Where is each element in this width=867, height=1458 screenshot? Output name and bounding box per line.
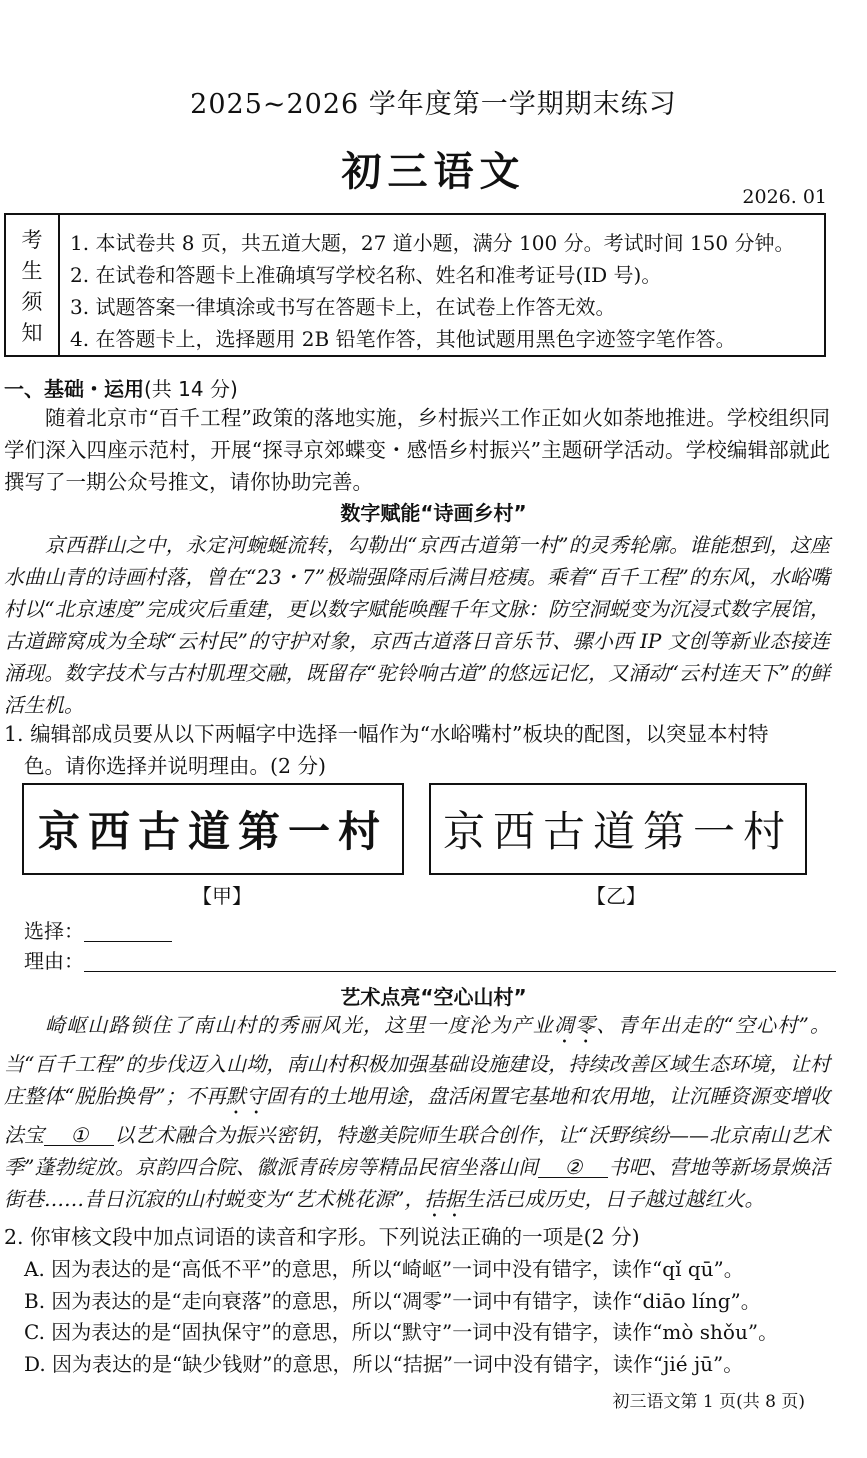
section-title: 一、基础・运用 bbox=[4, 377, 144, 401]
notice-label-char: 生 bbox=[21, 258, 43, 283]
reason-blank[interactable] bbox=[84, 951, 836, 972]
calligraphy-jia[interactable]: 京西古道第一村 bbox=[22, 783, 404, 875]
option-b[interactable]: B. 因为表达的是“走向衰落”的意思，所以“凋零”一词中有错字，读作“diāo líng”。 bbox=[24, 1288, 761, 1313]
reason-label: 理由： bbox=[24, 949, 84, 973]
choose-answer bbox=[24, 915, 172, 944]
option-a[interactable]: A. 因为表达的是“高低不平”的意思，所以“崎岖”一词中没有错字，读作“qǐ qū”。 bbox=[24, 1257, 744, 1281]
exam-notice-box bbox=[4, 213, 826, 357]
notice-items bbox=[60, 215, 824, 355]
article2-text: 崎岖山路锁住了南山村的秀丽风光，这里一度沦为产业 bbox=[45, 1013, 554, 1037]
exam-date: 2026. 01 bbox=[742, 186, 827, 208]
article2-text: 书吧、营地等新场景焕活街巷……昔日沉寂的山村蜕变为“艺术桃花源”， bbox=[4, 1155, 830, 1211]
question2-stem: 2. 你审核文段中加点词语的读音和字形。下列说法正确的一项是(2 分) bbox=[4, 1225, 640, 1249]
label-jia: 【甲】 bbox=[192, 884, 252, 908]
question1-stem-line2: 色。请你选择并说明理由。(2 分) bbox=[24, 754, 327, 778]
fill-blank-2[interactable]: ② bbox=[538, 1157, 608, 1178]
article2-text: 、青年出走的“空心村”。当“百千工程”的步伐迈入山坳，南山村积极加强基础设施建设，持续改善区域生态环境，让村庄整体“脱胎换骨”；不再 bbox=[4, 1013, 831, 1108]
label-yi: 【乙】 bbox=[586, 884, 646, 908]
subject-title: 初三语文 bbox=[341, 149, 526, 195]
dotted-word: 拮据 bbox=[424, 1187, 465, 1211]
reason-answer bbox=[24, 945, 836, 974]
dotted-word: 凋零 bbox=[553, 1013, 597, 1037]
article1-body: 京西群山之中，永定河蜿蜒流转，勾勒出“京西古道第一村”的灵秀轮廓。谁能想到，这座水曲山青的诗画村落，曾在“23・7”极端强降雨后满目疮痍。乘着“百千工程”的东风，水峪嘴村以“北京速度”完成灾后重建，更以数字赋能唤醒千年文脉：防空洞蜕变为沉浸式数字展馆，古道蹄窝成为全球“云村民”的守护对象，京西古道落日音乐节、骡小西 IP 文创等新业态接连涌现。数字技术与古村肌理交融，既留存“驼铃响古道”的悠远记忆，又涌动“云村连天下”的鲜活生机。 bbox=[4, 533, 830, 717]
question1 bbox=[4, 718, 830, 782]
article2-text: 生活已成历史，日子越过越红火。 bbox=[464, 1187, 765, 1211]
article2-title: 艺术点亮“空心山村” bbox=[340, 985, 527, 1009]
notice-item: 4. 在答题卡上，选择题用 2B 铅笔作答，其他试题用黑色字迹签字笔作答。 bbox=[70, 327, 736, 351]
option-c[interactable]: C. 因为表达的是“固执保守”的意思，所以“默守”一词中没有错字，读作“mò shǒu”。 bbox=[24, 1320, 779, 1344]
notice-item: 1. 本试卷共 8 页，共五道大题，27 道小题，满分 100 分。考试时间 150 分钟。 bbox=[70, 231, 795, 255]
article2-text: 以艺术融合为振兴密钥，特邀美院师生联合创作，让“沃野缤纷——北京南山艺术季”蓬勃绽放。京韵四合院、徽派青砖房等精品民宿坐落山间 bbox=[4, 1123, 830, 1179]
article2-text: 固有的土地用途，盘活闲置宅基地和农用地，让沉睡资源变增收法宝 bbox=[4, 1084, 831, 1147]
notice-item: 3. 试题答案一律填涂或书写在答题卡上，在试卷上作答无效。 bbox=[70, 295, 616, 319]
option-d[interactable]: D. 因为表达的是“缺少钱财”的意思，所以“拮据”一词中没有错字，读作“jié jū”。 bbox=[24, 1351, 744, 1376]
article1-title: 数字赋能“诗画乡村” bbox=[340, 501, 527, 525]
page-footer: 初三语文第 1 页(共 8 页) bbox=[612, 1392, 805, 1412]
choose-blank[interactable] bbox=[84, 921, 172, 942]
notice-label bbox=[6, 215, 60, 355]
section-heading bbox=[4, 373, 238, 402]
calligraphy-yi[interactable]: 京西古道第一村 bbox=[429, 783, 807, 875]
notice-label-char: 考 bbox=[21, 227, 43, 252]
question2-options bbox=[24, 1254, 830, 1380]
question1-stem-line1: 1. 编辑部成员要从以下两幅字中选择一幅作为“水峪嘴村”板块的配图，以突显本村特 bbox=[4, 722, 769, 746]
article2-body bbox=[4, 1009, 830, 1222]
choose-label: 选择： bbox=[24, 919, 84, 943]
section-intro: 随着北京市“百千工程”政策的落地实施，乡村振兴工作正如火如荼地推进。学校组织同学们深入四座示范村，开展“探寻京郊蝶变・感悟乡村振兴”主题研学活动。学校编辑部就此撰写了一期公众号推文，请你协助完善。 bbox=[4, 406, 830, 494]
dotted-word: 默守 bbox=[225, 1084, 267, 1108]
notice-label-char: 须 bbox=[21, 289, 43, 314]
notice-label-char: 知 bbox=[21, 320, 43, 345]
section-score: (共 14 分) bbox=[144, 377, 238, 401]
notice-item: 2. 在试卷和答题卡上准确填写学校名称、姓名和准考证号(ID 号)。 bbox=[70, 263, 662, 287]
fill-blank-1[interactable]: ① bbox=[44, 1125, 114, 1146]
exam-heading: 2025~2026 学年度第一学期期末练习 bbox=[190, 89, 677, 120]
